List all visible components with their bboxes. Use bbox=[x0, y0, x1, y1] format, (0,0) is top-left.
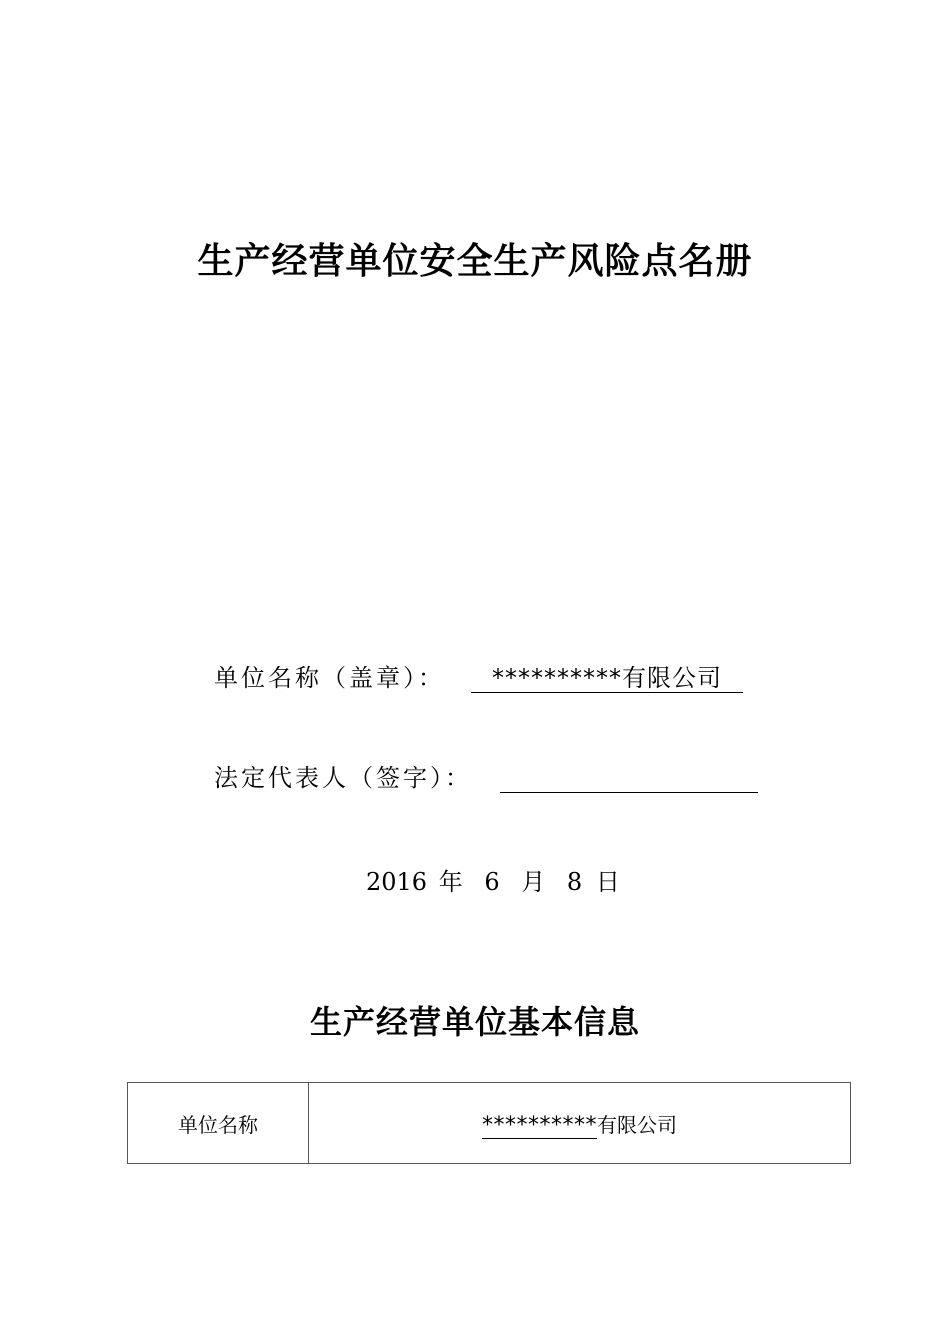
table-label-cell: 单位名称 bbox=[128, 1083, 309, 1164]
date-month: 6 bbox=[484, 868, 500, 896]
company-value: **********有限公司 bbox=[471, 662, 743, 693]
date-day: 8 bbox=[566, 868, 583, 896]
representative-label: 法定代表人（签字）： bbox=[214, 764, 472, 792]
document-title: 生产经营单位安全生产风险点名册 bbox=[197, 241, 753, 282]
date-year-unit: 年 bbox=[438, 868, 463, 896]
company-name-masked: ********** bbox=[482, 1112, 597, 1138]
date-month-unit: 月 bbox=[521, 868, 546, 896]
table-value-cell bbox=[309, 1083, 851, 1164]
section-title: 生产经营单位基本信息 bbox=[309, 1003, 640, 1041]
date-line bbox=[366, 866, 620, 898]
company-field bbox=[214, 662, 722, 694]
company-name-suffix: 有限公司 bbox=[597, 1112, 677, 1137]
representative-field bbox=[214, 762, 472, 794]
basic-info-table bbox=[127, 1082, 851, 1164]
representative-signature-line bbox=[500, 762, 758, 793]
table-row bbox=[128, 1083, 851, 1164]
date-year: 2016 bbox=[366, 868, 428, 896]
date-day-unit: 日 bbox=[595, 868, 620, 896]
company-label: 单位名称（盖章）： bbox=[214, 664, 445, 692]
